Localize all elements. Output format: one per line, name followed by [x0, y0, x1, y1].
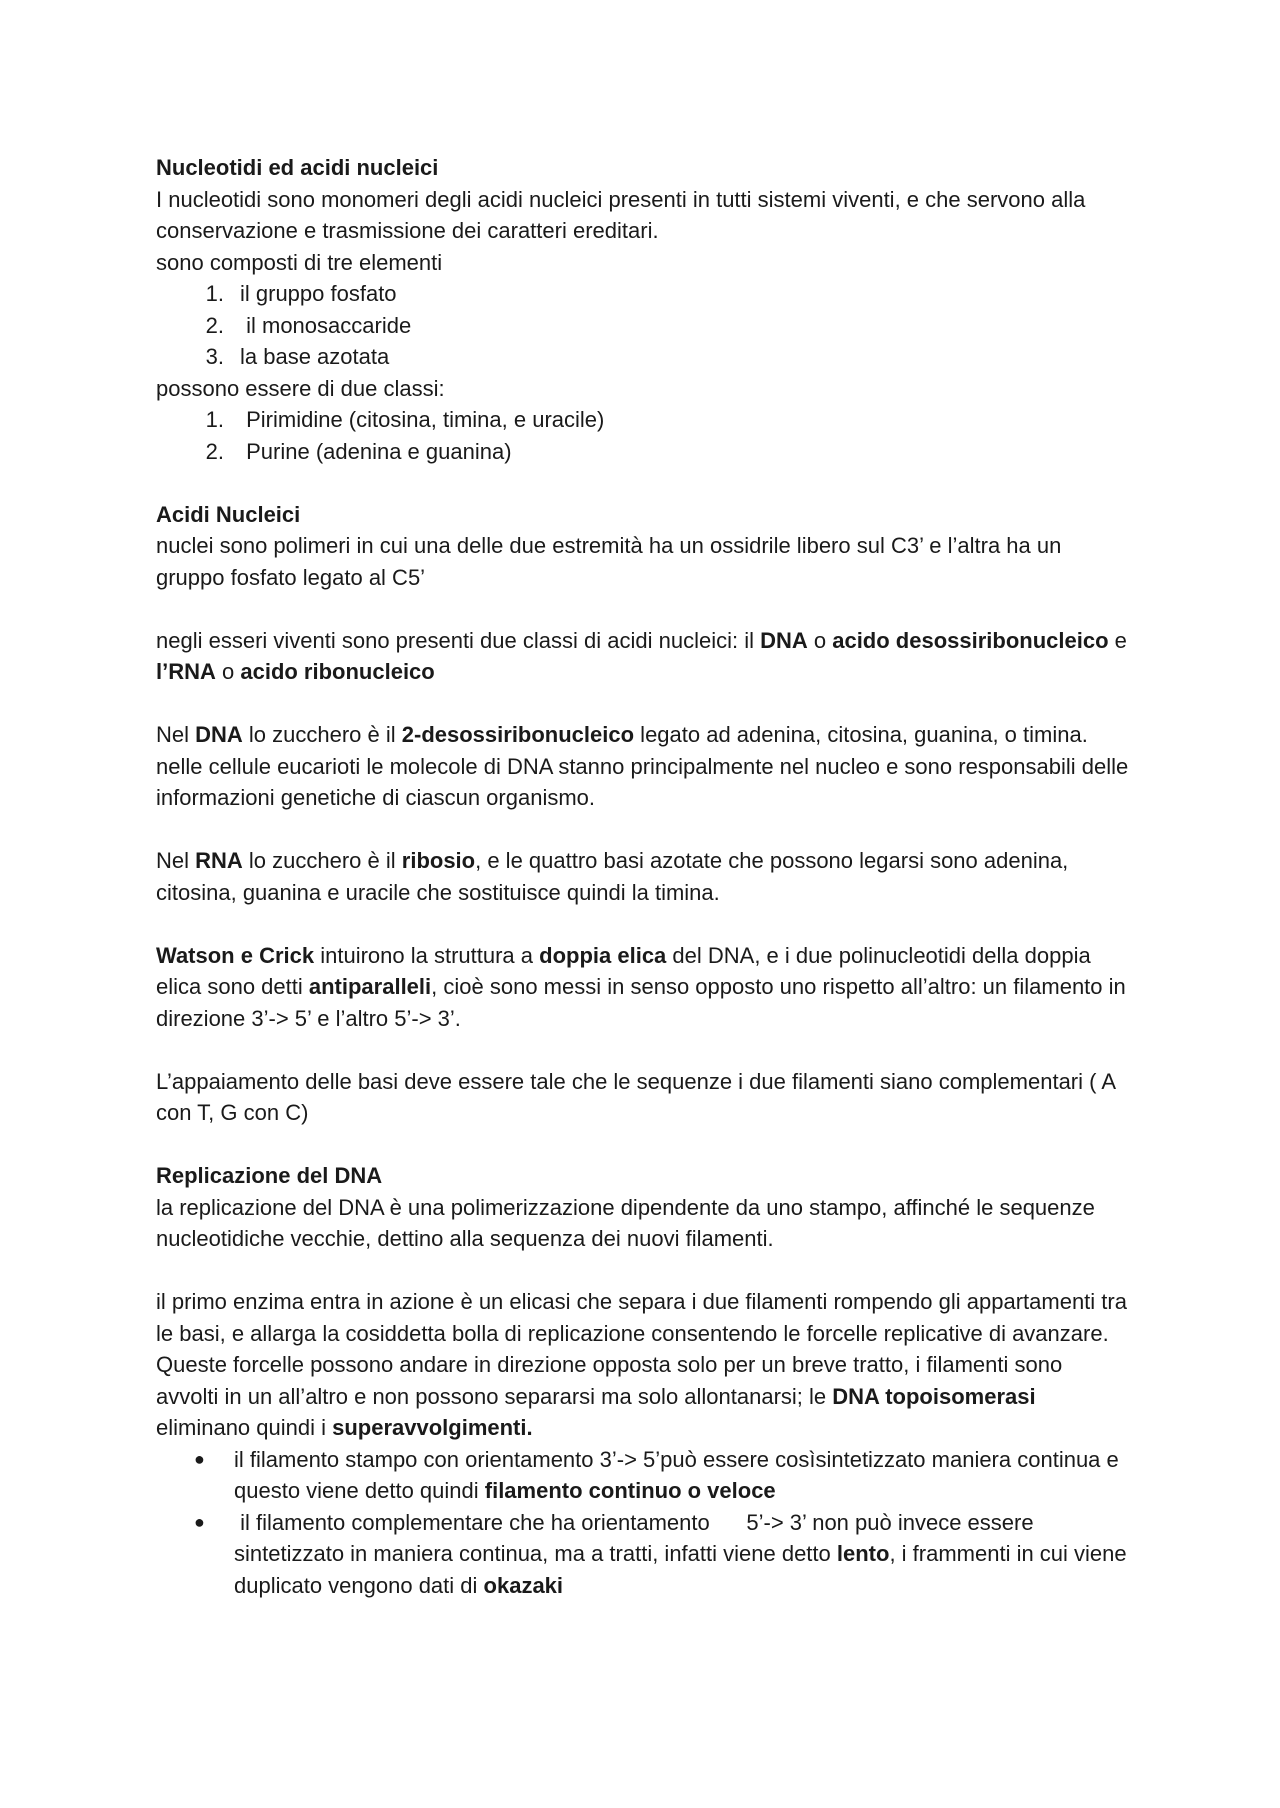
paragraph-intro: I nucleotidi sono monomeri degli acidi nucleici presenti in tutti sistemi viventi, e che servono alla conservazione e trasmissione dei caratteri ereditari. — [156, 186, 1086, 243]
list-filamenti — [156, 1444, 1130, 1602]
bullet-icon: ● — [194, 1448, 205, 1469]
heading-nucleotidi: Nucleotidi ed acidi nucleici — [156, 155, 439, 180]
list-classes — [156, 404, 1130, 467]
paragraph-replicazione-1: la replicazione del DNA è una polimerizzazione dipendente da uno stampo, affinché le sequenze nucleotidiche vecchie, dettino alla sequenza dei nuovi filamenti. — [156, 1194, 1095, 1251]
paragraph-acidi-3: Nel DNA lo zucchero è il 2-desossiribonucleico legato ad adenina, citosina, guanina, o timina. — [156, 722, 1088, 747]
paragraph-classes-lead: possono essere di due classi: — [156, 375, 445, 401]
list-item: 1. il gruppo fosfato — [205, 281, 397, 306]
list-item: 2. il monosaccaride — [205, 312, 412, 338]
paragraph-replicazione-3: Queste forcelle possono andare in direzione opposta solo per un breve tratto, i filamenti sono avvolti in un all’altro e non possono separarsi ma solo allontanarsi; le DNA topoisomerasi eliminano quindi i superavvolgimenti. — [156, 1352, 1063, 1440]
list-components — [156, 278, 1130, 373]
list-item: ● il filamento complementare che ha orientamento 5’-> 3’ non può invece essere sintetizzato in maniera continua, ma a tratti, infatti viene detto lento, i frammenti in cui viene duplicato vengono dati di okazaki — [156, 1507, 1130, 1602]
paragraph-acidi-4: nelle cellule eucarioti le molecole di DNA stanno principalmente nel nucleo e sono responsabili delle informazioni genetiche di ciascun organismo. — [156, 753, 1129, 810]
list-item: 2. Purine (adenina e guanina) — [205, 438, 512, 464]
heading-acidi-nucleici: Acidi Nucleici — [156, 501, 301, 527]
paragraph-acidi-5: Nel RNA lo zucchero è il ribosio, e le quattro basi azotate che possono legarsi sono adenina, citosina, guanina e uracile che sostituisce quindi la timina. — [156, 848, 1069, 905]
bullet-icon: ● — [194, 1511, 205, 1532]
heading-replicazione: Replicazione del DNA — [156, 1163, 383, 1188]
paragraph-acidi-1: nuclei sono polimeri in cui una delle due estremità ha un ossidrile libero sul C3’ e l’altra ha un gruppo fosfato legato al C5’ — [156, 533, 1062, 590]
list-item: ● il filamento stampo con orientamento 3’-> 5’può essere cosìsintetizzato maniera continua e questo viene detto quindi filamento continuo o veloce — [156, 1444, 1130, 1507]
paragraph-acidi-2: negli esseri viventi sono presenti due classi di acidi nucleici: il DNA o acido desossiribonucleico e l’RNA o acido ribonucleico — [156, 627, 1127, 684]
list-item: 3. la base azotata — [205, 344, 390, 369]
list-item: 1. Pirimidine (citosina, timina, e uracile) — [205, 407, 605, 432]
paragraph-acidi-7: L’appaiamento delle basi deve essere tale che le sequenze i due filamenti siano complementari ( A con T, G con C) — [156, 1068, 1115, 1125]
paragraph-components-lead: sono composti di tre elementi — [156, 249, 443, 275]
paragraph-acidi-6: Watson e Crick intuirono la struttura a doppia elica del DNA, e i due polinucleotidi della doppia elica sono detti antiparalleli, cioè sono messi in senso opposto uno rispetto all’altro: un filamento in direzione 3’-> 5’ e l’altro 5’-> 3’. — [156, 942, 1126, 1031]
paragraph-replicazione-2: il primo enzima entra in azione è un elicasi che separa i due filamenti rompendo gli appartamenti tra le basi, e allarga la cosiddetta bolla di replicazione consentendo le forcelle replicative di avanzare. — [156, 1289, 1127, 1346]
